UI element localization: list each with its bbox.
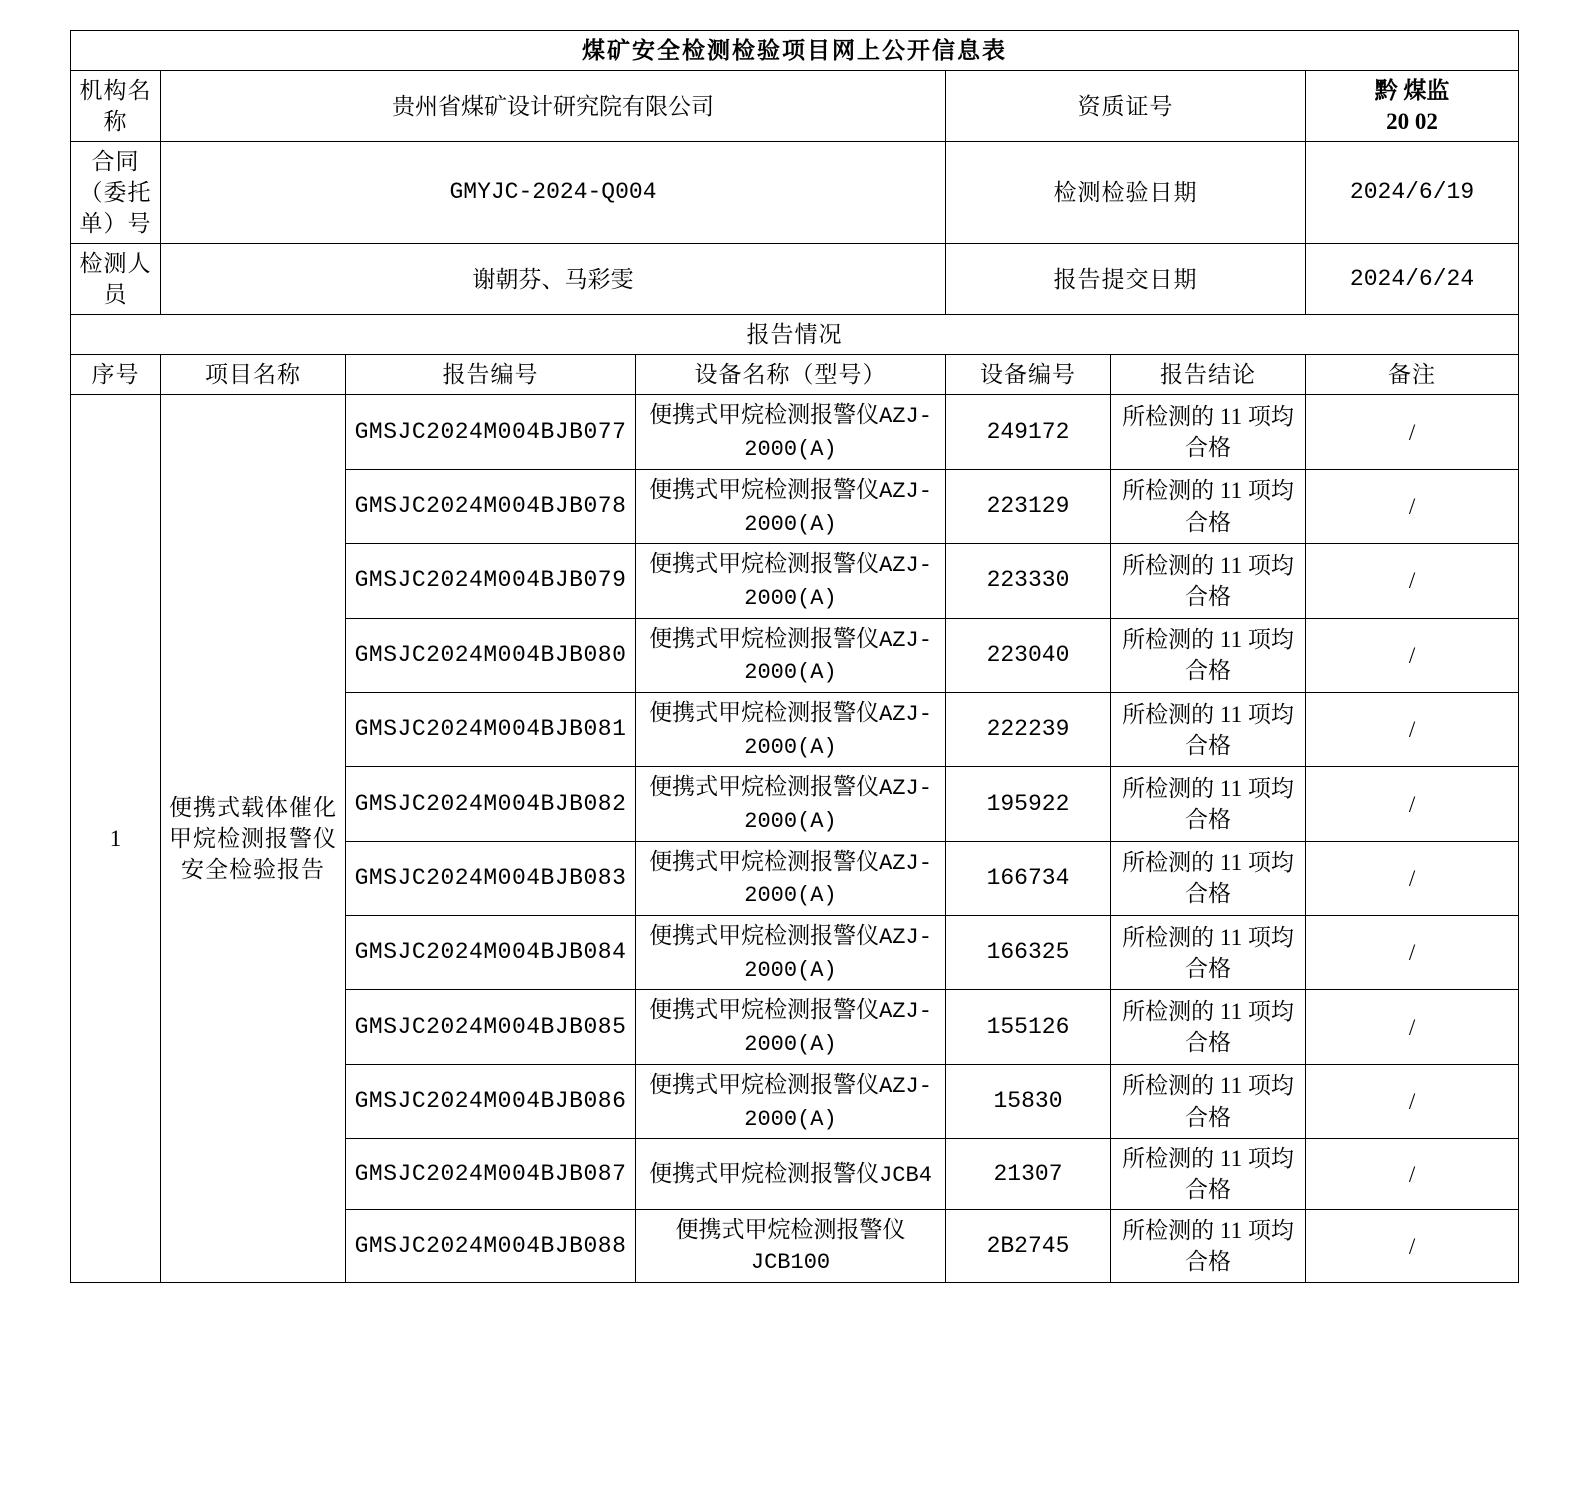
- table-body: [71, 31, 1519, 1283]
- cell-report-no: GMSJC2024M004BJB078: [346, 469, 636, 543]
- org-row: [71, 71, 1519, 142]
- cell-report-no: GMSJC2024M004BJB084: [346, 916, 636, 990]
- cell-remark: /: [1306, 1139, 1519, 1210]
- org-label: 机构名称: [71, 71, 161, 142]
- cert-value-line2: 20 02: [1386, 109, 1438, 135]
- device-model-text: JCB100: [750, 1250, 831, 1276]
- cell-report-no: GMSJC2024M004BJB086: [346, 1064, 636, 1138]
- device-model-text: AZJ-2000(A): [744, 925, 932, 983]
- contract-label: 合同（委托单）号: [71, 142, 161, 244]
- document-title: 煤矿安全检测检验项目网上公开信息表: [71, 31, 1519, 71]
- cell-device-no: 223129: [946, 469, 1111, 543]
- device-model-text: AZJ-2000(A): [744, 850, 932, 909]
- device-model-text: AZJ-2000(A): [744, 553, 932, 611]
- cell-report-no: GMSJC2024M004BJB079: [346, 544, 636, 618]
- device-name-text: 便携式甲烷检测报警仪: [675, 1217, 906, 1243]
- cell-remark: /: [1306, 767, 1519, 841]
- cell-device: [636, 618, 946, 692]
- device-model-text: AZJ-2000(A): [744, 701, 932, 760]
- cell-device: [636, 1210, 946, 1283]
- cell-conclusion: 所检测的 11 项均合格: [1111, 990, 1306, 1064]
- cell-report-no: GMSJC2024M004BJB081: [346, 692, 636, 766]
- cell-device: [636, 841, 946, 915]
- inspector-row: [71, 244, 1519, 315]
- cell-conclusion: 所检测的 11 项均合格: [1111, 1139, 1306, 1210]
- cell-remark: /: [1306, 544, 1519, 618]
- cell-conclusion: 所检测的 11 项均合格: [1111, 469, 1306, 543]
- device-name-text: 便携式甲烷检测报警仪: [649, 402, 880, 428]
- cell-conclusion: 所检测的 11 项均合格: [1111, 767, 1306, 841]
- cell-conclusion: 所检测的 11 项均合格: [1111, 692, 1306, 766]
- cell-device-no: 2B2745: [946, 1210, 1111, 1283]
- device-name-text: 便携式甲烷检测报警仪: [649, 625, 880, 651]
- cert-label: 资质证号: [946, 71, 1306, 142]
- cell-report-no: GMSJC2024M004BJB077: [346, 395, 636, 469]
- cell-report-no: GMSJC2024M004BJB080: [346, 618, 636, 692]
- device-name-text: 便携式甲烷检测报警仪: [649, 1071, 880, 1097]
- public-information-table: [70, 30, 1519, 1283]
- table-row: [71, 395, 1519, 469]
- cell-device-no: 15830: [946, 1064, 1111, 1138]
- cell-conclusion: 所检测的 11 项均合格: [1111, 1064, 1306, 1138]
- device-name-text: 便携式甲烷检测报警仪: [649, 848, 880, 874]
- device-name-text: 便携式甲烷检测报警仪: [649, 923, 880, 949]
- cell-device-no: 155126: [946, 990, 1111, 1064]
- cert-value-line1: 黔 煤监: [1374, 78, 1450, 104]
- cell-device-no: 223330: [946, 544, 1111, 618]
- cell-remark: /: [1306, 916, 1519, 990]
- test-date-value: 2024/6/19: [1306, 142, 1519, 244]
- cell-conclusion: 所检测的 11 项均合格: [1111, 841, 1306, 915]
- column-header-conclusion: 报告结论: [1111, 355, 1306, 395]
- cell-device: [636, 916, 946, 990]
- cell-device-no: 222239: [946, 692, 1111, 766]
- cell-device-no: 249172: [946, 395, 1111, 469]
- cell-conclusion: 所检测的 11 项均合格: [1111, 618, 1306, 692]
- cell-device: [636, 692, 946, 766]
- cell-device: [636, 544, 946, 618]
- cell-remark: /: [1306, 469, 1519, 543]
- cell-conclusion: 所检测的 11 项均合格: [1111, 395, 1306, 469]
- device-model-text: AZJ-2000(A): [744, 999, 932, 1058]
- cell-device: [636, 1064, 946, 1138]
- device-model-text: AZJ-2000(A): [744, 478, 932, 537]
- cell-device-no: 195922: [946, 767, 1111, 841]
- group-project-name: 便携式载体催化甲烷检测报警仪安全检验报告: [161, 395, 346, 1283]
- cell-device: [636, 767, 946, 841]
- cell-device: [636, 469, 946, 543]
- column-header-seq: 序号: [71, 355, 161, 395]
- contract-value: GMYJC-2024-Q004: [161, 142, 946, 244]
- cell-report-no: GMSJC2024M004BJB085: [346, 990, 636, 1064]
- cell-device-no: 223040: [946, 618, 1111, 692]
- device-model-text: AZJ-2000(A): [744, 627, 932, 686]
- device-name-text: 便携式甲烷检测报警仪: [649, 997, 880, 1023]
- title-row: [71, 31, 1519, 71]
- cell-remark: /: [1306, 1210, 1519, 1283]
- cell-device-no: 166325: [946, 916, 1111, 990]
- device-model-text: AZJ-2000(A): [744, 776, 932, 835]
- contract-row: [71, 142, 1519, 244]
- column-header-device: 设备名称（型号）: [636, 355, 946, 395]
- inspector-label: 检测人员: [71, 244, 161, 315]
- cell-remark: /: [1306, 990, 1519, 1064]
- device-model-text: AZJ-2000(A): [744, 1073, 932, 1132]
- submit-date-value: 2024/6/24: [1306, 244, 1519, 315]
- column-header-device-no: 设备编号: [946, 355, 1111, 395]
- column-header-report-no: 报告编号: [346, 355, 636, 395]
- cell-device-no: 166734: [946, 841, 1111, 915]
- section-title: 报告情况: [71, 315, 1519, 355]
- device-model-text: JCB4: [879, 1162, 932, 1188]
- cell-conclusion: 所检测的 11 项均合格: [1111, 916, 1306, 990]
- device-name-text: 便携式甲烷检测报警仪: [649, 699, 880, 725]
- device-name-text: 便携式甲烷检测报警仪: [649, 774, 880, 800]
- device-name-text: 便携式甲烷检测报警仪: [649, 1160, 880, 1186]
- section-row: [71, 315, 1519, 355]
- cell-remark: /: [1306, 692, 1519, 766]
- cell-conclusion: 所检测的 11 项均合格: [1111, 1210, 1306, 1283]
- cell-device: [636, 990, 946, 1064]
- cell-remark: /: [1306, 841, 1519, 915]
- cert-value: [1306, 71, 1519, 142]
- cell-remark: /: [1306, 1064, 1519, 1138]
- inspector-value: 谢朝芬、马彩雯: [161, 244, 946, 315]
- cell-remark: /: [1306, 395, 1519, 469]
- test-date-label: 检测检验日期: [946, 142, 1306, 244]
- group-seq: 1: [71, 395, 161, 1283]
- cell-remark: /: [1306, 618, 1519, 692]
- org-value: 贵州省煤矿设计研究院有限公司: [161, 71, 946, 142]
- cell-report-no: GMSJC2024M004BJB082: [346, 767, 636, 841]
- cell-report-no: GMSJC2024M004BJB083: [346, 841, 636, 915]
- cell-device: [636, 395, 946, 469]
- column-header-remark: 备注: [1306, 355, 1519, 395]
- device-name-text: 便携式甲烷检测报警仪: [649, 551, 880, 577]
- device-name-text: 便携式甲烷检测报警仪: [649, 476, 880, 502]
- cell-report-no: GMSJC2024M004BJB087: [346, 1139, 636, 1210]
- submit-date-label: 报告提交日期: [946, 244, 1306, 315]
- cell-device-no: 21307: [946, 1139, 1111, 1210]
- cell-device: [636, 1139, 946, 1210]
- cell-report-no: GMSJC2024M004BJB088: [346, 1210, 636, 1283]
- cell-conclusion: 所检测的 11 项均合格: [1111, 544, 1306, 618]
- column-header-row: [71, 355, 1519, 395]
- device-model-text: AZJ-2000(A): [744, 404, 932, 463]
- column-header-project: 项目名称: [161, 355, 346, 395]
